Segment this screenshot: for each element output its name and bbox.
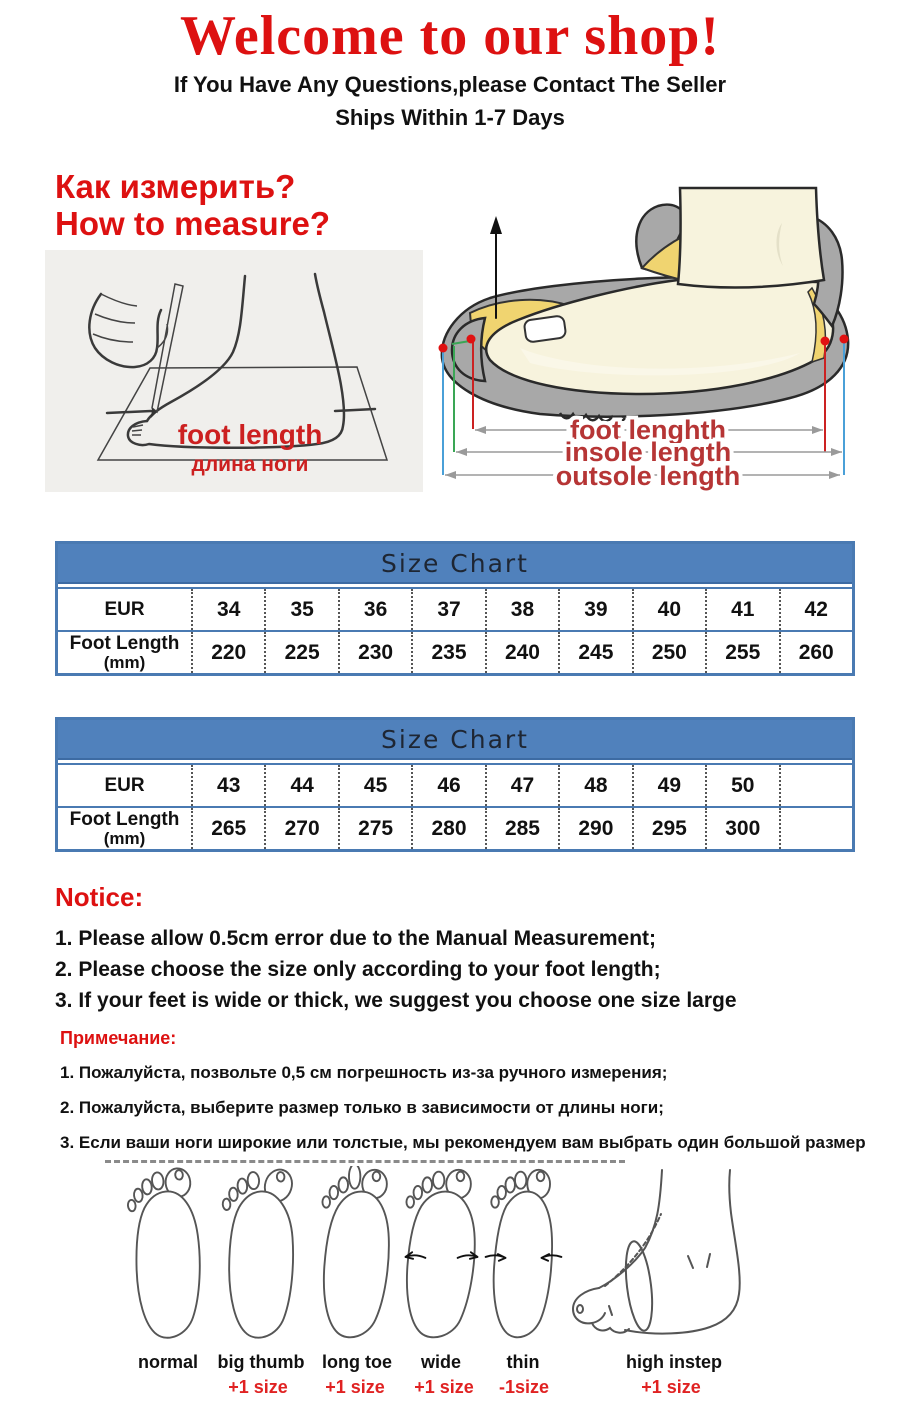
foot-type-label: long toe — [322, 1352, 392, 1372]
table-cell: 270 — [264, 808, 337, 849]
table-cell: 35 — [264, 589, 337, 630]
table-cell: 225 — [264, 632, 337, 673]
table-cell: 235 — [411, 632, 484, 673]
table-cell: 43 — [191, 765, 264, 806]
table-cell: 50 — [705, 765, 778, 806]
size-chart-table-2 — [55, 717, 855, 852]
row-label-foot-length: Foot Length (mm) — [69, 808, 180, 848]
table-cell: 40 — [632, 589, 705, 630]
foot-length-label-ru: длина ноги — [191, 453, 309, 476]
notice-ru-item: 2. Пожалуйста, выберите размер только в зависимости от длины ноги; — [60, 1098, 664, 1117]
shoe-measurement-diagram — [430, 168, 895, 500]
table-cell: 220 — [191, 632, 264, 673]
foot-wide-diagram — [394, 1166, 489, 1346]
up-arrowhead — [490, 216, 502, 234]
foot-high-instep-diagram — [565, 1158, 785, 1346]
table-cell: 240 — [485, 632, 558, 673]
foot-length-measure-label: foot lenghth — [570, 415, 726, 445]
table-cell: 46 — [411, 765, 484, 806]
size-chart-1-title: Size Chart — [58, 544, 852, 584]
foot-long-toe-diagram — [310, 1166, 405, 1346]
foot-type-label: thin — [506, 1352, 540, 1372]
notice-item: 3. If your feet is wide or thick, we suggest you choose one size large — [55, 989, 737, 1012]
table-cell: 49 — [632, 765, 705, 806]
table-cell: 38 — [485, 589, 558, 630]
row-label-eur: EUR — [104, 774, 145, 796]
table-row — [58, 806, 852, 849]
table-row — [58, 630, 852, 673]
table-cell: 36 — [338, 589, 411, 630]
foot-type-size-adjust: +1 size — [325, 1377, 385, 1397]
table-cell: 250 — [632, 632, 705, 673]
size-chart-2-title: Size Chart — [58, 720, 852, 760]
table-cell: 285 — [485, 808, 558, 849]
foot-type-label: big thumb — [217, 1352, 305, 1372]
table-cell: 245 — [558, 632, 631, 673]
feet-dashed-line — [105, 1160, 625, 1163]
table-cell: 300 — [705, 808, 778, 849]
notice-section-ru — [60, 1028, 890, 1168]
notice-ru-item: 1. Пожалуйста, позвольте 0,5 см погрешность из-за ручного измерения; — [60, 1063, 668, 1082]
ankle-leg — [678, 188, 824, 287]
outsole-length-measure-label: outsole length — [555, 461, 741, 491]
foot-type-label: normal — [137, 1352, 199, 1372]
row-label-foot-length: Foot Length (mm) — [69, 632, 180, 672]
table-cell: 44 — [264, 765, 337, 806]
table-cell: 34 — [191, 589, 264, 630]
table-cell — [779, 808, 852, 849]
foot-type-size-adjust: +1 size — [414, 1377, 474, 1397]
how-to-measure-heading-ru: Как измерить? — [55, 168, 296, 205]
table-cell: 39 — [558, 589, 631, 630]
foot-type-size-adjust: +1 size — [641, 1377, 701, 1397]
notice-ru-item: 3. Если ваши ноги широкие или толстые, мы рекомендуем вам выбрать один большой размер — [60, 1133, 866, 1152]
table-cell: 41 — [705, 589, 778, 630]
table-row — [58, 765, 852, 806]
table-cell: 275 — [338, 808, 411, 849]
how-to-measure-heading-en: How to measure? — [55, 205, 331, 242]
shipping-line: Ships Within 1-7 Days — [335, 105, 565, 130]
insole-length-measure-label: insole length — [564, 437, 732, 467]
table-cell: 42 — [779, 589, 852, 630]
foot-normal-diagram — [121, 1166, 216, 1346]
foot-tracing-diagram — [45, 250, 423, 492]
notice-section — [55, 882, 815, 1016]
foot-big-thumb-diagram — [214, 1166, 309, 1346]
foot-length-label-en: foot length — [177, 419, 323, 450]
table-cell: 255 — [705, 632, 778, 673]
notice-item: 2. Please choose the size only according to your foot length; — [55, 958, 661, 981]
foot-type-label: high instep — [626, 1352, 722, 1372]
white-tab — [524, 315, 567, 342]
foot-type-size-adjust: -1size — [498, 1377, 550, 1397]
table-cell: 290 — [558, 808, 631, 849]
table-cell: 265 — [191, 808, 264, 849]
table-cell: 230 — [338, 632, 411, 673]
notice-ru-heading: Примечание: — [60, 1028, 177, 1048]
table-cell: 295 — [632, 808, 705, 849]
row-label-eur: EUR — [104, 598, 145, 620]
contact-seller-line: If You Have Any Questions,please Contact The Seller — [173, 72, 727, 97]
table-cell — [779, 765, 852, 806]
page-title: Welcome to our shop! — [179, 5, 721, 67]
foot-thin-diagram — [476, 1166, 571, 1346]
notice-item: 1. Please allow 0.5cm error due to the Manual Measurement; — [55, 927, 657, 950]
size-chart-table-1 — [55, 541, 855, 676]
table-cell: 37 — [411, 589, 484, 630]
notice-heading: Notice: — [55, 882, 144, 912]
table-cell: 280 — [411, 808, 484, 849]
foot-type-size-adjust: +1 size — [228, 1377, 288, 1397]
table-cell: 45 — [338, 765, 411, 806]
measuring-tape-loop — [622, 1240, 657, 1332]
table-row — [58, 589, 852, 630]
table-cell: 48 — [558, 765, 631, 806]
table-cell: 47 — [485, 765, 558, 806]
foot-type-label: wide — [420, 1352, 462, 1372]
table-cell: 260 — [779, 632, 852, 673]
